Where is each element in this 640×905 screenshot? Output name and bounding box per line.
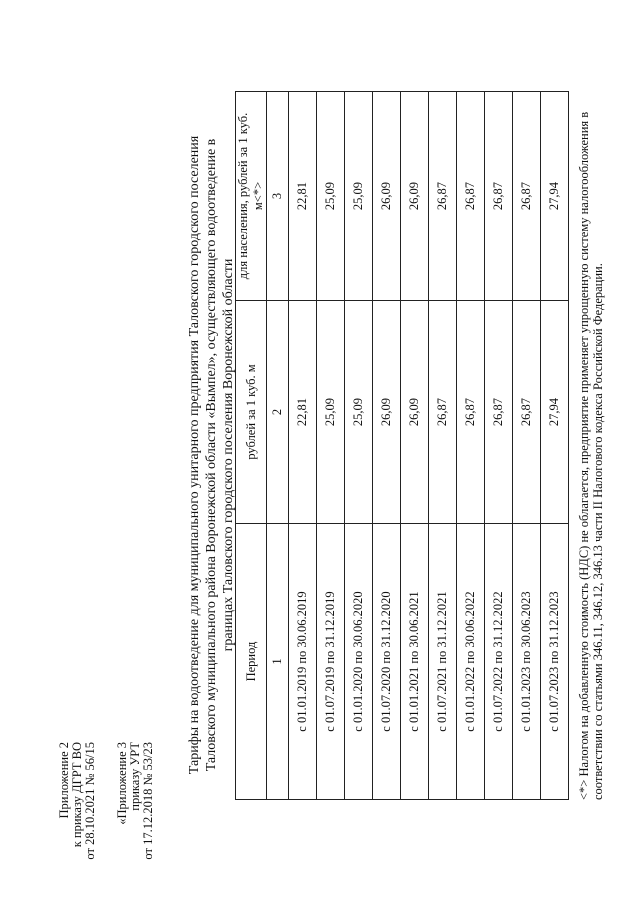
population-cell: 26,87 xyxy=(429,92,457,301)
tariff-cell: 26,09 xyxy=(401,301,429,524)
table-row xyxy=(317,92,345,800)
period-cell: с 01.07.2023 по 31.12.2023 xyxy=(541,524,569,800)
appendix-title: Приложение 2 xyxy=(57,742,71,819)
header-population: для населения, рублей за 1 куб. м<*> xyxy=(236,92,267,301)
population-cell: 26,87 xyxy=(513,92,541,301)
appendix-order-ref: к приказу ДГРТ ВО xyxy=(70,742,84,848)
tariff-cell: 26,09 xyxy=(373,301,401,524)
table-row xyxy=(541,92,569,800)
title-line: Таловского муниципального района Воронежской области «Вымпел», осуществляющего водоотведение в xyxy=(204,138,219,772)
period-cell: с 01.01.2020 по 30.06.2020 xyxy=(345,524,373,800)
previous-appendix-header xyxy=(116,742,155,860)
tariff-cell: 25,09 xyxy=(345,301,373,524)
footnote-line: <*> Налогом на добавленную стоимость (НДС) не облагается, предприятие применяет упрощенную систему налогообложения в xyxy=(577,111,591,800)
population-cell: 25,09 xyxy=(317,92,345,301)
period-cell: с 01.01.2023 по 30.06.2023 xyxy=(513,524,541,800)
header-tariff: рублей за 1 куб. м xyxy=(236,301,267,524)
table-row xyxy=(289,92,317,800)
period-cell: с 01.07.2021 по 31.12.2021 xyxy=(429,524,457,800)
period-cell: с 01.01.2021 по 30.06.2021 xyxy=(401,524,429,800)
table-header-row xyxy=(236,92,267,800)
column-number: 3 xyxy=(267,92,289,301)
period-cell: с 01.07.2019 по 31.12.2019 xyxy=(317,524,345,800)
tariff-cell: 25,09 xyxy=(317,301,345,524)
title-line: Тарифы на водоотведение для муниципального унитарного предприятия Таловского городского поселения xyxy=(187,135,202,775)
table-row xyxy=(345,92,373,800)
population-cell: 26,09 xyxy=(373,92,401,301)
tariff-cell: 22,81 xyxy=(289,301,317,524)
population-cell: 26,09 xyxy=(401,92,429,301)
previous-appendix-order-date: от 17.12.2018 № 53/23 xyxy=(141,742,155,860)
tariff-cell: 26,87 xyxy=(513,301,541,524)
tariff-table xyxy=(235,91,569,800)
document-title xyxy=(186,105,237,805)
header-period: Период xyxy=(236,524,267,800)
population-cell: 26,87 xyxy=(485,92,513,301)
period-cell: с 01.07.2022 по 31.12.2022 xyxy=(485,524,513,800)
column-number: 1 xyxy=(267,524,289,800)
footnote-line: соответствии со статьями 346.11, 346.12, 346.13 части II Налогового кодекса Российской Федерации. xyxy=(591,263,605,800)
appendix-header xyxy=(58,742,97,860)
population-cell: 26,87 xyxy=(457,92,485,301)
tariff-cell: 26,87 xyxy=(457,301,485,524)
tariff-cell: 27,94 xyxy=(541,301,569,524)
table-row xyxy=(513,92,541,800)
population-cell: 22,81 xyxy=(289,92,317,301)
table-row xyxy=(429,92,457,800)
population-cell: 27,94 xyxy=(541,92,569,301)
tariff-cell: 26,87 xyxy=(485,301,513,524)
title-line: границах Таловского городского поселения Воронежской области xyxy=(221,258,236,652)
tariff-cell: 26,87 xyxy=(429,301,457,524)
previous-appendix-title: «Приложение 3 xyxy=(115,742,129,825)
period-cell: с 01.01.2019 по 30.06.2019 xyxy=(289,524,317,800)
previous-appendix-order-ref: приказу УРТ xyxy=(128,742,142,811)
column-number: 2 xyxy=(267,301,289,524)
footnote xyxy=(577,90,605,800)
period-cell: с 01.01.2022 по 30.06.2022 xyxy=(457,524,485,800)
table-row xyxy=(401,92,429,800)
table-number-row xyxy=(267,92,289,800)
table-row xyxy=(457,92,485,800)
table-row xyxy=(373,92,401,800)
period-cell: с 01.07.2020 по 31.12.2020 xyxy=(373,524,401,800)
appendix-order-date: от 28.10.2021 № 56/15 xyxy=(83,742,97,860)
table-row xyxy=(485,92,513,800)
population-cell: 25,09 xyxy=(345,92,373,301)
